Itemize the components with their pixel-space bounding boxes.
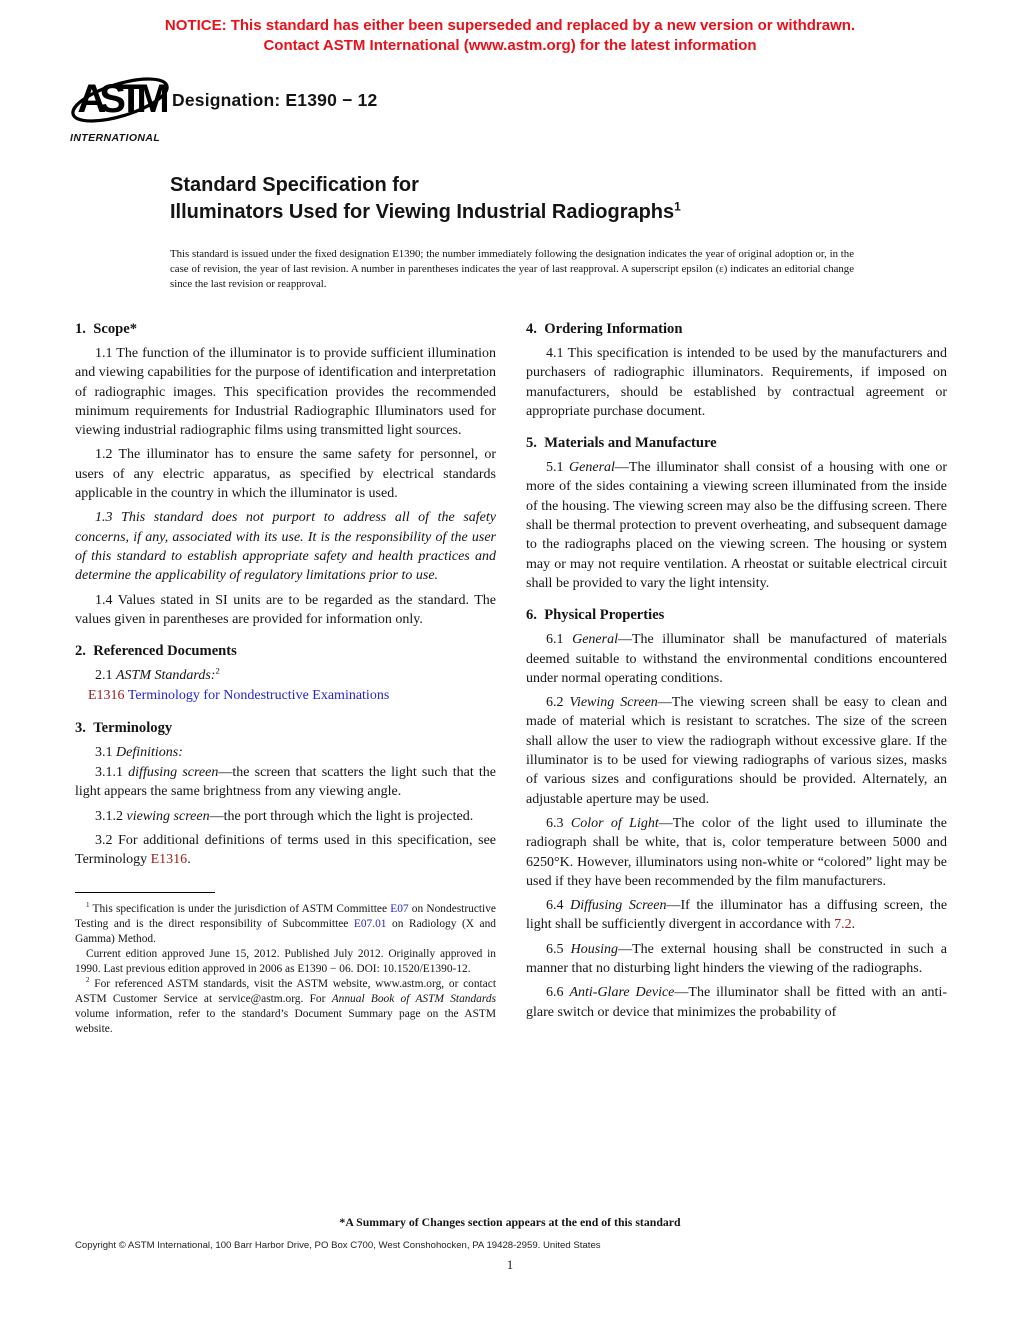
italic-text: Color of Light	[570, 815, 659, 831]
paragraph-3-1-2	[75, 807, 496, 826]
paragraph-1-3: 1.3 This standard does not purport to address all of the safety concerns, if any, associated with its use. It is the responsibility of the user of this standard to establish appropriate safety and health practices and determine the applicability of regulatory limitations prior to use.	[75, 510, 496, 584]
footnote-divider	[75, 892, 215, 893]
right-column	[526, 320, 947, 1037]
italic-text: General	[572, 632, 618, 648]
paragraph-6-4	[526, 896, 947, 935]
italic-text: ASTM Standards:	[116, 668, 216, 684]
hyperlink[interactable]: E07	[390, 902, 409, 915]
text-segment: —The illuminator shall be manufactured of materials deemed suitable to withstand the environmental conditions encountered under normal operating conditions.	[526, 632, 947, 686]
paragraph-1-4: 1.4 Values stated in SI units are to be regarded as the standard. The values given in parentheses are provided for information only.	[75, 592, 496, 627]
text-segment: on Radiology (X and Gamma) Method.	[75, 917, 496, 945]
heading-physical-properties: 6. Physical Properties	[526, 607, 665, 624]
text-segment: 6.1	[546, 632, 573, 648]
italic-text: Annual Book of ASTM Standards	[331, 992, 497, 1005]
footnote-block	[75, 892, 496, 1037]
text-segment: .	[851, 917, 856, 933]
heading-materials-manufacture: 5. Materials and Manufacture	[526, 435, 717, 452]
italic-text: viewing screen	[126, 808, 210, 824]
text-segment: For referenced ASTM standards, visit the ASTM website, www.astm.org, or contact ASTM Customer Service at service@astm.org. For	[75, 977, 496, 1005]
text-segment: 6.6	[546, 985, 570, 1001]
standard-title	[170, 172, 860, 226]
footnote-2	[75, 977, 496, 1037]
text-segment: 5.1	[546, 460, 570, 476]
text-segment: 3.2 For additional definitions of terms used in this specification, see Terminology	[75, 832, 496, 868]
reference-e1316	[75, 686, 496, 705]
text-segment: —If the illuminator has a diffusing screen, the light shall be sufficiently divergent in accordance with	[526, 898, 948, 933]
paragraph-6-6	[526, 983, 947, 1022]
text-segment: —The color of the light used to illuminate the radiograph shall be white, that is, color temperature between 5000 and 6250°K. However, illuminators using non-white or “colored” light may be used if they have been recommended by the film manufacturers.	[526, 815, 948, 889]
italic-text: Viewing Screen	[569, 695, 658, 711]
notice-line-1: NOTICE: This standard has either been superseded and replaced by a new version or withdrawn.	[164, 17, 856, 34]
paragraph-1-2: 1.2 The illuminator has to ensure the same safety for personnel, or users of any electric apparatus, as specified by electrical standards applicable in the country in which the illuminator is used.	[75, 447, 496, 502]
heading-ordering-information: 4. Ordering Information	[526, 321, 683, 337]
paragraph-3-1-1	[75, 763, 496, 802]
text-segment: Current edition approved June 15, 2012. Published July 2012. Originally approved in 1990. Last previous edition approved in 2006 as E1390 − 06. DOI: 10.1520/E1390-12.	[75, 947, 496, 975]
page-number: 1	[506, 1258, 514, 1272]
reference-link[interactable]: E1316	[150, 852, 188, 868]
designation-label: Designation: E1390 − 12	[172, 90, 378, 110]
text-segment: —The illuminator shall consist of a housing with one or more of the sides containing a viewing screen illuminated from the inside of the housing. The viewing screen may also be the diffusing screen. There shall be thermal protection to prevent overheating, and subsequent damage to the radiographs placed on the viewing screen. The housing or system may or may not require ventilation. A rheostat or suitable electrical circuit shall be provided to vary the light intensity.	[526, 460, 947, 591]
text-segment: 2	[86, 975, 90, 984]
italic-text: General	[569, 460, 615, 476]
left-column	[75, 320, 496, 1037]
text-segment: on Nondestructive Testing and is the direct responsibility of Subcommittee	[75, 902, 496, 930]
heading-referenced-documents: 2. Referenced Documents	[75, 643, 237, 660]
text-segment: 2	[215, 665, 220, 676]
italic-text: Housing	[570, 941, 619, 957]
text-segment: —the screen that scatters the light such that the light appears the same brightness from any viewing angle.	[75, 765, 497, 800]
text-segment: —the port through which the light is projected.	[209, 808, 474, 824]
text-segment: volume information, refer to the standard’s Document Summary page on the ASTM website.	[75, 1007, 496, 1035]
notice-line-2: Contact ASTM International (www.astm.org) for the latest information	[263, 37, 757, 54]
hyperlink[interactable]: Terminology for Nondestructive Examinations	[127, 688, 390, 704]
superseded-notice	[0, 16, 1020, 56]
paragraph-3-1	[75, 743, 496, 762]
issue-note: This standard is issued under the fixed designation E1390; the number immediately following the designation indicates the year of original adoption or, in the case of revision, the year of last revision. A number in parentheses indicates the year of last reapproval. A superscript epsilon (ε) indicates an editorial change since the last revision or reapproval.	[170, 248, 854, 290]
text-segment: 1	[86, 900, 90, 909]
two-column-body	[75, 320, 947, 1037]
italic-text: Definitions:	[116, 744, 183, 760]
heading-scope: 1. Scope*	[75, 321, 138, 337]
heading-terminology: 3. Terminology	[75, 719, 173, 736]
paragraph-6-2	[526, 693, 947, 809]
title-footnote-ref[interactable]: 1	[674, 199, 681, 214]
svg-text:ASTM: ASTM	[77, 77, 163, 121]
title-line-1: Standard Specification for	[170, 174, 419, 196]
hyperlink[interactable]: E07.01	[353, 917, 387, 930]
text-segment: .	[187, 852, 191, 868]
italic-text: Diffusing Screen	[570, 898, 667, 914]
paragraph-6-3	[526, 814, 947, 891]
reference-link[interactable]: E1316	[88, 688, 128, 704]
footnote-1	[75, 902, 496, 947]
reference-link[interactable]: 7.2	[834, 917, 852, 933]
paragraph-1-1: 1.1 The function of the illuminator is to provide sufficient illumination and viewing capabilities for the purpose of identification and interpretation of radiographic images. This specification provides the recommended minimum requirements for Industrial Radiographic Illuminators used for viewing industrial radiographic films using transmitted light sources.	[75, 346, 496, 439]
text-segment: —The illuminator shall be fitted with an anti-glare switch or device that minimizes the probability of	[526, 985, 947, 1020]
footnote-1-edition	[75, 947, 496, 977]
text-segment: 3.1.1	[95, 765, 129, 781]
text-segment: 6.3	[546, 815, 571, 831]
title-text: Illuminators Used for Viewing Industrial Radiographs	[170, 201, 675, 223]
italic-text: diffusing screen	[128, 765, 219, 781]
paragraph-3-2	[75, 831, 496, 870]
summary-of-changes-note: *A Summary of Changes section appears at the end of this standard	[339, 1215, 681, 1229]
text-segment: 6.5	[546, 941, 571, 957]
text-segment: —The external housing shall be constructed in such a manner that no disturbing light hinders the viewing of the radiographs.	[526, 941, 948, 977]
italic-text: Anti-Glare Device	[569, 985, 675, 1001]
text-segment: 3.1	[95, 744, 116, 760]
text-segment: 2.1	[95, 668, 116, 684]
astm-logo	[70, 66, 174, 150]
text-segment: 3.1.2	[95, 808, 127, 824]
paragraph-4-1: 4.1 This specification is intended to be used by the manufacturers and purchasers of radiographic illuminators. Requirements, if imposed on manufacturers, should be established by contractual agreement or appropriate purchase document.	[526, 346, 947, 419]
paragraph-6-1	[526, 630, 947, 688]
paragraph-5-1	[526, 458, 947, 593]
text-segment: —The viewing screen shall be easy to clean and made of material which is resistant to scratches. The size of the screen shall allow the user to view the radiograph without excessive glare. If the illuminator is to be used for viewing radiographs of various sizes, masks of various sizes and configurations should be provided. Alternately, an adjustable aperture may be used.	[526, 695, 947, 807]
text-segment: 6.2	[546, 695, 570, 711]
paragraph-2-1	[75, 666, 496, 685]
paragraph-6-5	[526, 940, 947, 979]
astm-logo-subtitle: INTERNATIONAL	[70, 132, 161, 144]
text-segment: This specification is under the jurisdiction of ASTM Committee	[89, 902, 391, 915]
copyright-line: Copyright © ASTM International, 100 Barr Harbor Drive, PO Box C700, West Conshohocken, PA 19428-2959. United States	[75, 1240, 601, 1251]
text-segment: 6.4	[546, 898, 571, 914]
title-line-2	[170, 199, 860, 226]
